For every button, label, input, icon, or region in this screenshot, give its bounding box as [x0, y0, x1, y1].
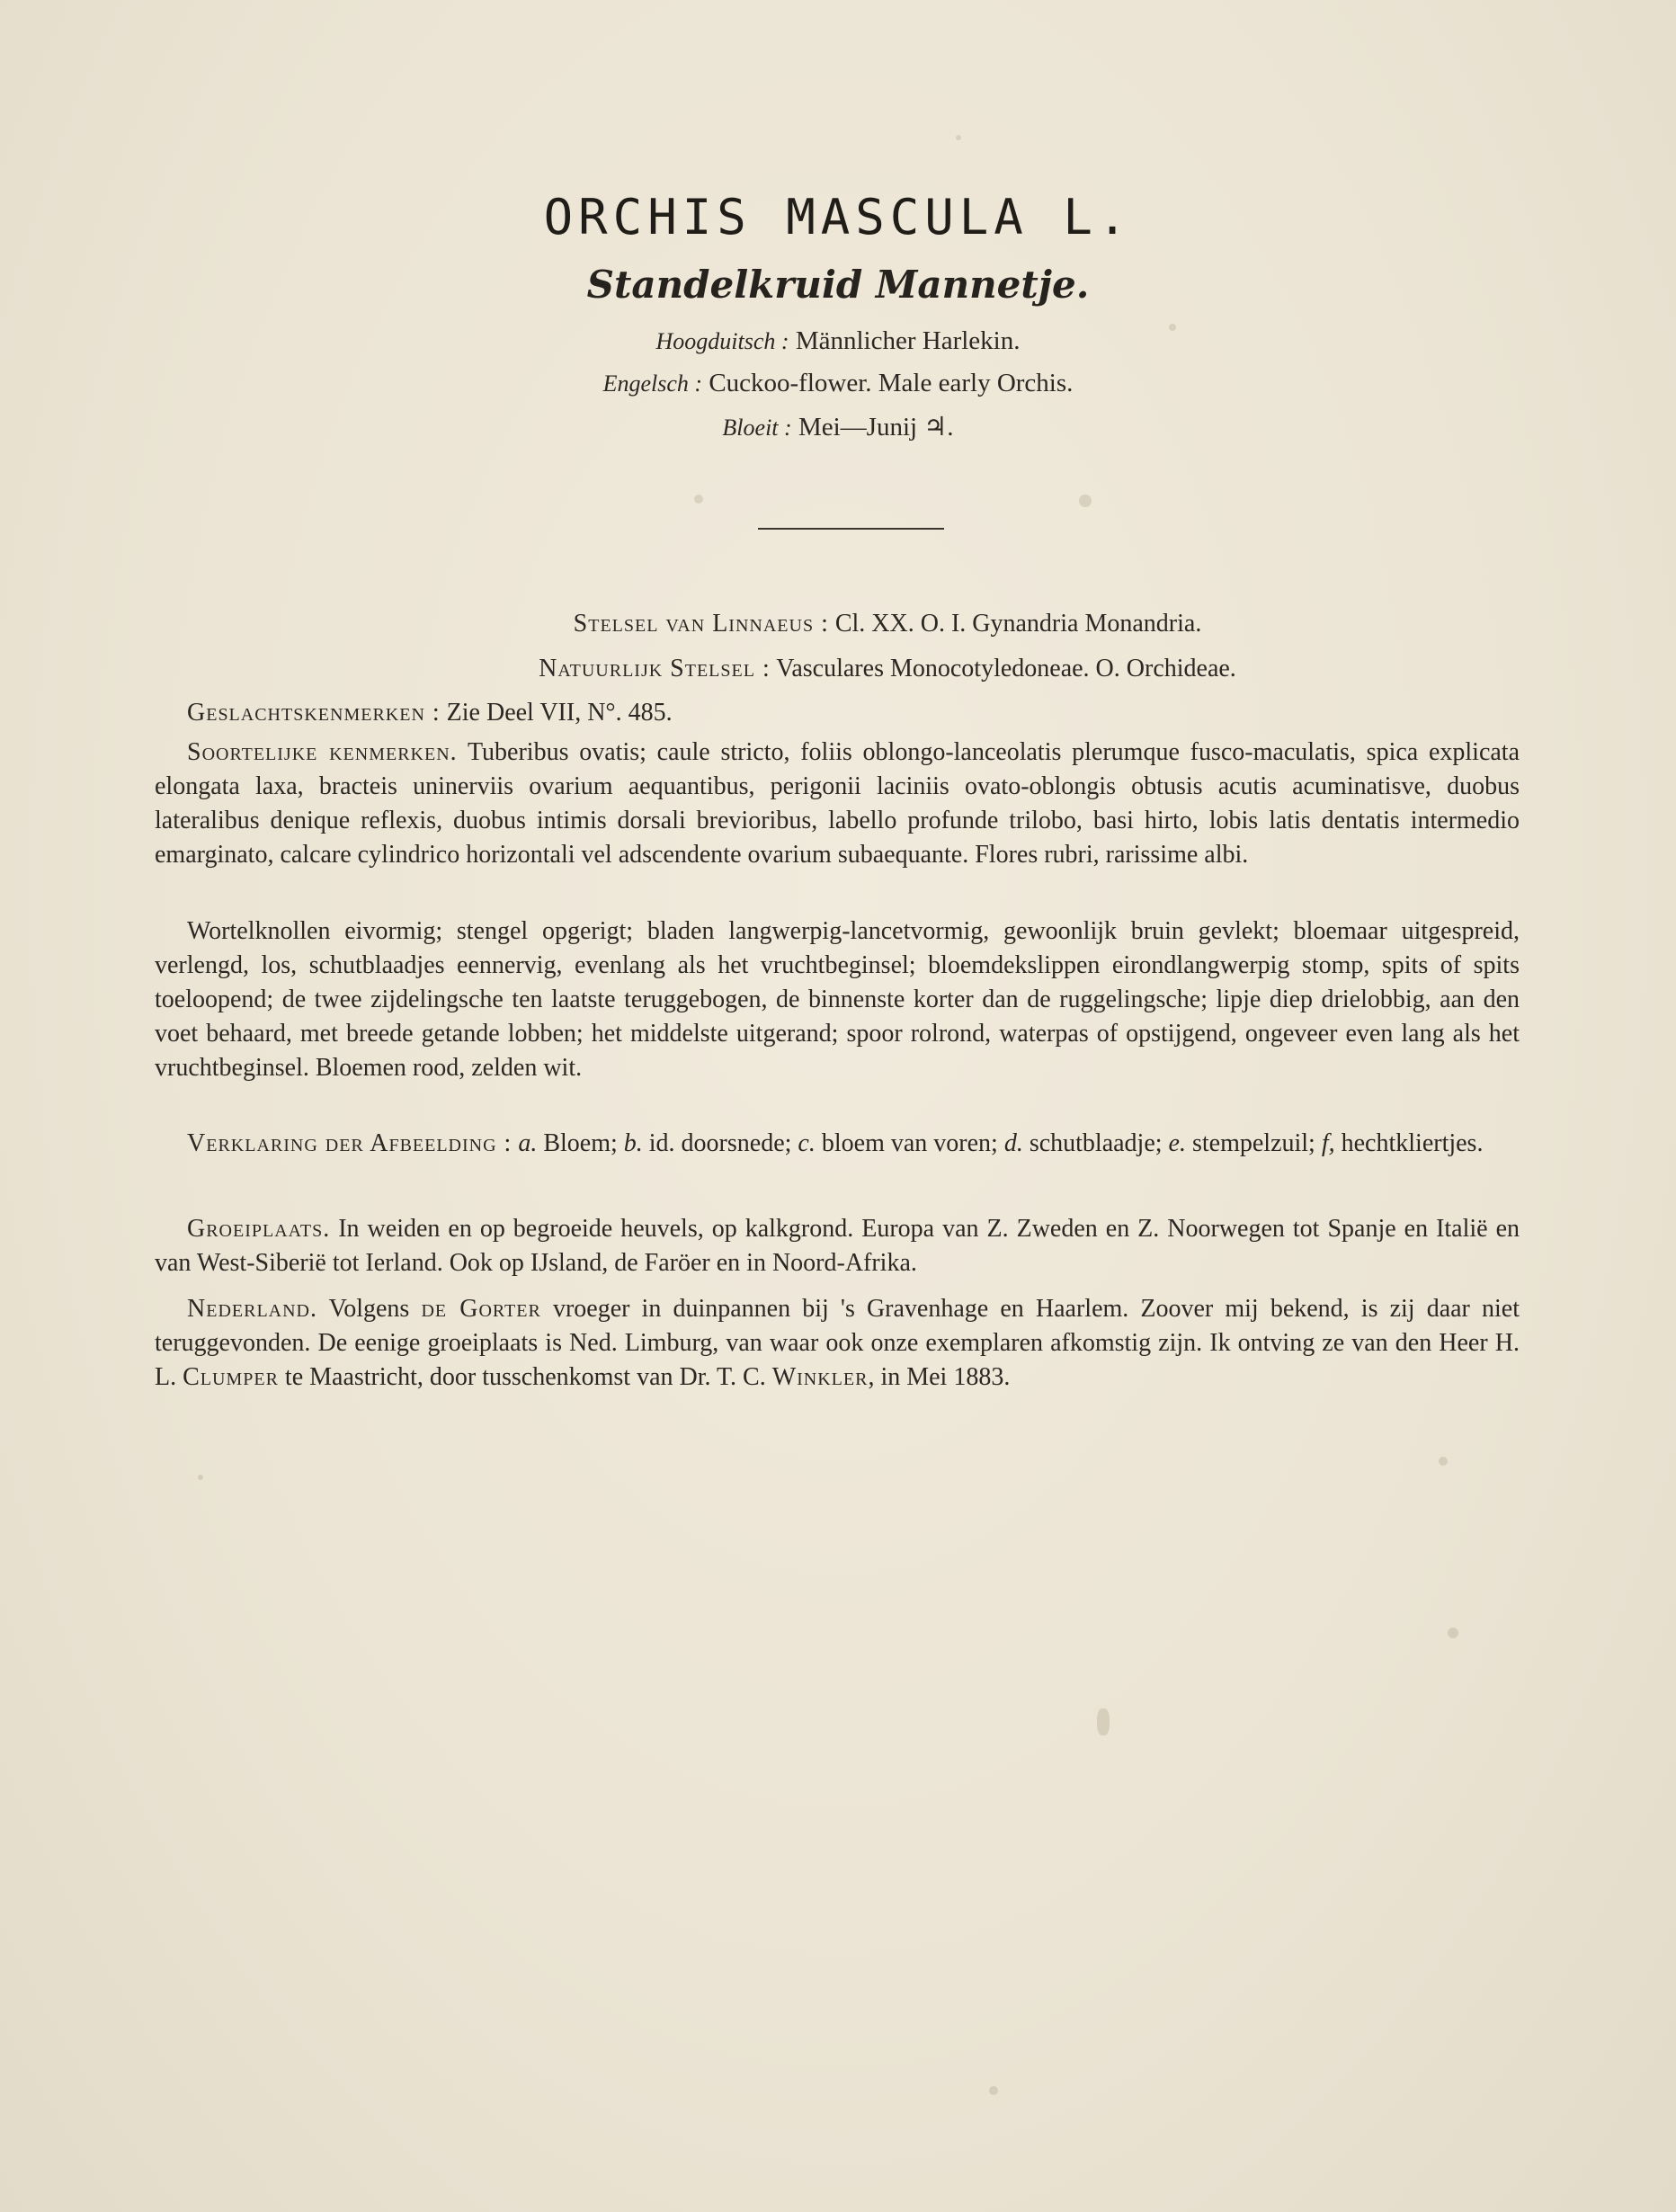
explanation-text-e: stempelzuil;: [1191, 1129, 1315, 1157]
explanation-key-a: a.: [518, 1129, 538, 1157]
linnaeus-system-line: [49, 610, 1676, 638]
habitat-text: In weiden en op begroeide heuvels, op kalkgrond. Europa van Z. Zweden en Z. Noorwegen tot Spanje en Italië en van West-Siberië tot Ierland. Ook op IJsland, de Faröer en in Noord-Afrika.: [155, 1215, 1520, 1277]
netherlands-name-gorter: de Gorter: [421, 1295, 541, 1323]
paper-speck: [694, 495, 703, 504]
paper-speck: [198, 1475, 203, 1480]
explanation-key-d: d.: [1003, 1129, 1023, 1157]
paper-speck: [1439, 1457, 1448, 1466]
explanation-text-a: Bloem;: [543, 1129, 618, 1157]
name-line-flowering: [0, 411, 1676, 442]
netherlands-name-winkler: Winkler: [771, 1363, 869, 1391]
natural-system-label: Natuurlijk Stelsel :: [539, 655, 771, 682]
paper-speck: [989, 2086, 998, 2095]
netherlands-label: Nederland.: [187, 1295, 317, 1323]
explanation-paragraph: [155, 1127, 1520, 1161]
paper-speck: [1079, 495, 1092, 507]
explanation-key-b: b.: [623, 1129, 643, 1157]
netherlands-paragraph: [155, 1292, 1520, 1395]
explanation-label: Verklaring der Afbeelding :: [187, 1129, 513, 1157]
netherlands-name-clumper: Clumper: [183, 1363, 279, 1391]
name-line-german: [0, 326, 1676, 356]
description-paragraph: Wortelknollen eivormig; stengel opgerigt; bladen langwerpig-lancetvormig, gewoonlijk bruin gevlekt; bloemaar uitgespreid, verlengd, los, schutblaadjes eennervig, evenlang als het vruchtbeginsel; bloemdekslippen eirondlangwerpig stomp, spits of spits toeloopend; de twee zijdelingsche ten laatste teruggebogen, de binnenste korter dan de ruggelingsche; lipje diep drielobbig, aan den voet behaard, met breede getande lobben; het middelste uitgerand; spoor rolrond, waterpas of opstijgend, ongeveer even lang als het vruchtbeginsel. Bloemen rood, zelden wit.: [155, 917, 1520, 1082]
natural-system-line: [49, 655, 1676, 683]
habitat-label: Groeiplaats.: [187, 1215, 331, 1243]
name-line-english: [0, 369, 1676, 398]
explanation-key-c: c.: [798, 1129, 816, 1157]
explanation-text-b: id. doorsnede;: [648, 1129, 792, 1157]
paper-speck: [1097, 1708, 1110, 1735]
genus-characteristics-label: Geslachtskenmerken :: [187, 699, 441, 727]
netherlands-text-1: Volgens: [328, 1295, 410, 1323]
name-line-flowering-label: Bloeit :: [722, 415, 792, 441]
name-line-german-value: Männlicher Harlekin.: [795, 326, 1021, 355]
natural-system-value: Vasculares Monocotyledoneae. O. Orchideae.: [776, 655, 1236, 682]
page-subtitle: Standelkruid Mannetje.: [586, 263, 1090, 307]
species-characteristics-text: Tuberibus ovatis; caule stricto, foliis oblongo-lanceolatis plerumque fusco-maculatis, spica explicata elongata laxa, bracteis uninerviis ovarium aequantibus, perigonii laciniis ovato-oblongis obtusis acutis acuminatisve, duobus lateralibus denique reflexis, duobus intimis dorsali brevioribus, labello profunde trilobo, basi hirto, lobis latis dentatis intermedio emarginato, calcare cylindrico horizontali vel adscendente ovarium subaequante. Flores rubri, rarissime albi.: [155, 738, 1520, 869]
name-line-german-label: Hoogduitsch :: [655, 328, 789, 354]
genus-characteristics-value: Zie Deel VII, N°. 485.: [446, 699, 673, 727]
netherlands-text-2: vroeger in duinpannen bij 's Gravenhage en Haarlem. Zoover mij bekend, is zij daar niet teruggevonden. De eenige groeiplaats is Ned. Limburg, van waar ook onze exemplaren afkomstig zijn. Ik ontving ze van den Heer H. L.: [155, 1295, 1520, 1391]
species-characteristics-label: Soortelijke kenmerken.: [187, 738, 458, 766]
explanation-key-e: e.: [1168, 1129, 1186, 1157]
netherlands-text-3: te Maastricht, door tusschenkomst van Dr. T. C.: [284, 1363, 766, 1391]
name-line-flowering-value: Mei—Junij ♃.: [798, 413, 954, 442]
section-divider: [758, 528, 944, 530]
linnaeus-system-label: Stelsel van Linnaeus :: [573, 610, 829, 638]
paper-speck: [1448, 1628, 1458, 1638]
paper-speck: [956, 135, 961, 140]
habitat-paragraph: [155, 1212, 1520, 1280]
netherlands-text-4: , in Mei 1883.: [868, 1363, 1011, 1391]
explanation-key-f: f,: [1321, 1129, 1335, 1157]
linnaeus-system-value: Cl. XX. O. I. Gynandria Monandria.: [834, 610, 1202, 638]
name-line-english-label: Engelsch :: [602, 370, 703, 397]
name-line-english-value: Cuckoo-flower. Male early Orchis.: [709, 369, 1074, 397]
explanation-text-c: bloem van voren;: [821, 1129, 998, 1157]
genus-characteristics-line: [187, 696, 1552, 730]
species-characteristics-paragraph: [155, 736, 1520, 872]
page-title: ORCHIS MASCULA L.: [543, 189, 1133, 245]
explanation-text-d: schutblaadje;: [1029, 1129, 1163, 1157]
explanation-text-f: hechtkliertjes.: [1341, 1129, 1484, 1157]
